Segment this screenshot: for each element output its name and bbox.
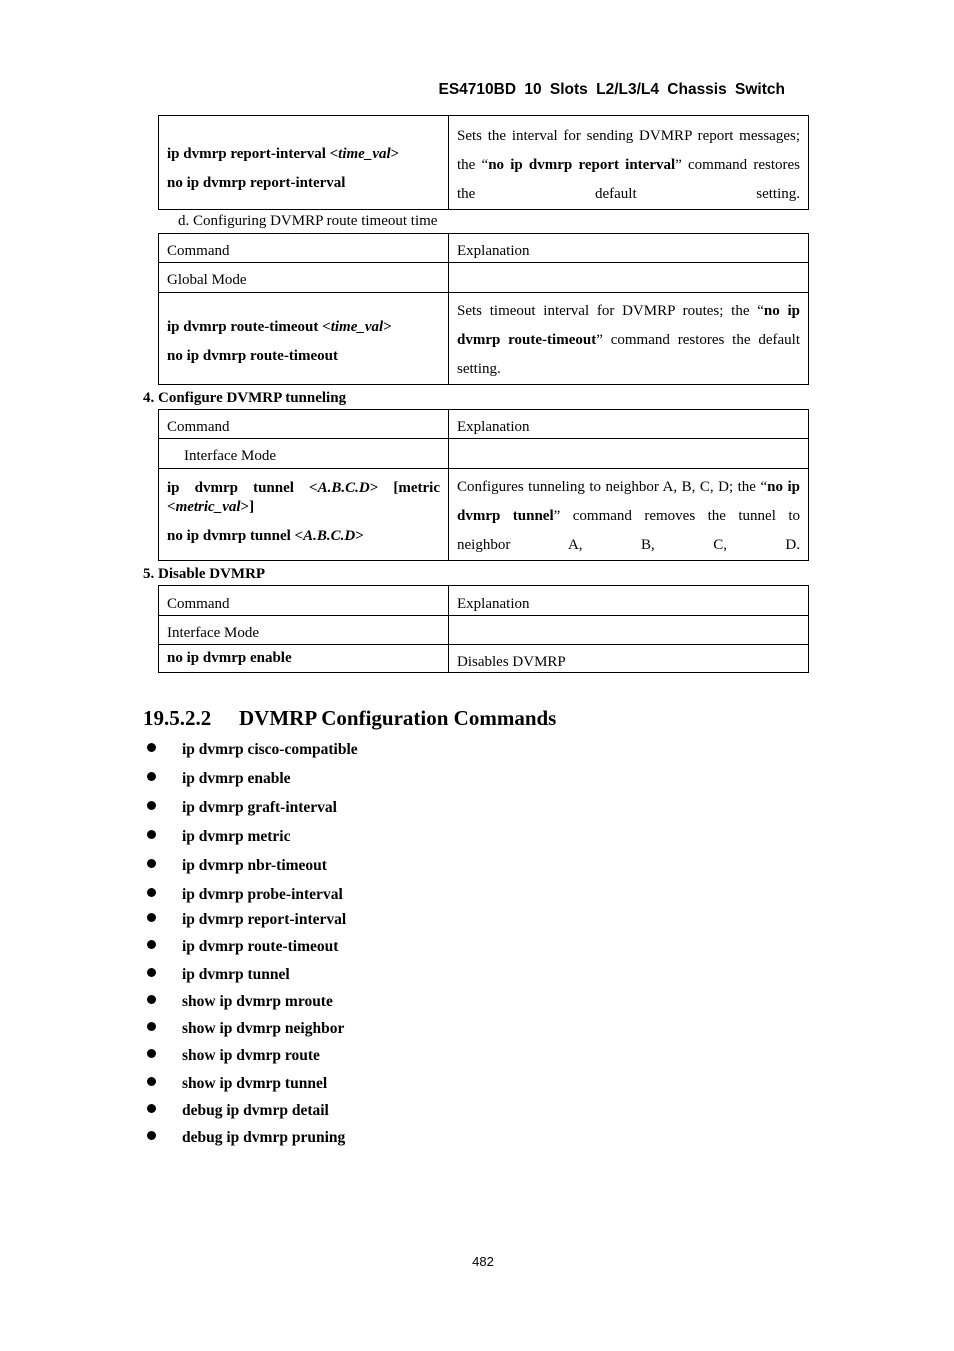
heading-number: 19.5.2.2 <box>143 706 212 730</box>
section-title: d. Configuring DVMRP route timeout time <box>178 213 438 229</box>
bullet-icon <box>147 995 156 1004</box>
command-line: no ip dvmrp route-timeout <box>167 348 338 364</box>
bullet-icon <box>147 940 156 949</box>
bullet-icon <box>147 1022 156 1031</box>
bullet-icon <box>147 743 156 752</box>
header-cell: Command <box>159 586 449 616</box>
list-item: ip dvmrp metric <box>143 828 290 846</box>
bullet-icon <box>147 772 156 781</box>
header-cell: Command <box>159 234 449 263</box>
command-cell <box>159 469 449 561</box>
bullet-icon <box>147 830 156 839</box>
empty-cell <box>449 616 809 645</box>
heading-title: DVMRP Configuration Commands <box>239 706 557 730</box>
list-item: ip dvmrp probe-interval <box>143 886 343 904</box>
tunnel-table <box>158 409 809 561</box>
bullet-icon <box>147 888 156 897</box>
section-title: 4. Configure DVMRP tunneling <box>143 390 347 406</box>
header-cell: Command <box>159 410 449 439</box>
list-item: ip dvmrp enable <box>143 770 291 788</box>
disable-table <box>158 585 809 673</box>
bullet-icon <box>147 1131 156 1140</box>
command-cell <box>159 293 449 385</box>
command-line: no ip dvmrp report-interval <box>167 175 346 191</box>
mode-cell: Global Mode <box>159 263 449 293</box>
mode-cell: Interface Mode <box>159 616 449 645</box>
header-cell: Explanation <box>449 234 809 263</box>
command-line: ip dvmrp report-interval <time_val> <box>167 146 400 162</box>
command-line: <metric_val>] <box>167 499 255 515</box>
header-cell: Explanation <box>449 410 809 439</box>
section-title: 5. Disable DVMRP <box>143 566 266 582</box>
list-item: show ip dvmrp neighbor <box>143 1020 344 1038</box>
report-interval-table <box>158 115 809 210</box>
list-item: show ip dvmrp tunnel <box>143 1075 327 1093</box>
page-header: ES4710BD 10 Slots L2/L3/L4 Chassis Switch <box>438 81 785 98</box>
bullet-icon <box>147 1077 156 1086</box>
list-item: debug ip dvmrp detail <box>143 1102 329 1120</box>
explanation-cell: Configures tunneling to neighbor A, B, C, D; the “no ip dvmrp tunnel” command removes the tunnel to neighbor A, B, C, D. <box>449 469 809 561</box>
list-item: debug ip dvmrp pruning <box>143 1129 345 1147</box>
list-item: show ip dvmrp route <box>143 1047 320 1065</box>
command-line: ip dvmrp tunnel <A.B.C.D> [metric <box>167 480 440 496</box>
explanation-cell: Sets timeout interval for DVMRP routes; the “no ip dvmrp route-timeout” command restores the default setting. <box>449 293 809 385</box>
list-item: show ip dvmrp mroute <box>143 993 333 1011</box>
page-number: 482 <box>472 1254 494 1269</box>
command-cell: no ip dvmrp enable <box>159 645 449 673</box>
bullet-icon <box>147 1104 156 1113</box>
list-item: ip dvmrp tunnel <box>143 966 290 984</box>
mode-cell: Interface Mode <box>159 439 449 469</box>
list-item: ip dvmrp nbr-timeout <box>143 857 327 875</box>
command-line: no ip dvmrp tunnel <A.B.C.D> <box>167 528 364 544</box>
list-item: ip dvmrp route-timeout <box>143 938 338 956</box>
list-item: ip dvmrp report-interval <box>143 911 346 929</box>
bullet-icon <box>147 1049 156 1058</box>
empty-cell <box>449 263 809 293</box>
list-item: ip dvmrp graft-interval <box>143 799 337 817</box>
empty-cell <box>449 439 809 469</box>
explanation-cell: Disables DVMRP <box>449 645 809 673</box>
explanation-cell: Sets the interval for sending DVMRP report messages; the “no ip dvmrp report interval” command restores the default setting. <box>449 116 809 210</box>
route-timeout-table <box>158 233 809 385</box>
bullet-icon <box>147 968 156 977</box>
bullet-icon <box>147 859 156 868</box>
bullet-icon <box>147 913 156 922</box>
command-cell <box>159 116 449 210</box>
command-line: ip dvmrp route-timeout <time_val> <box>167 319 392 335</box>
section-heading <box>143 706 556 731</box>
header-cell: Explanation <box>449 586 809 616</box>
bullet-icon <box>147 801 156 810</box>
list-item: ip dvmrp cisco-compatible <box>143 741 358 759</box>
